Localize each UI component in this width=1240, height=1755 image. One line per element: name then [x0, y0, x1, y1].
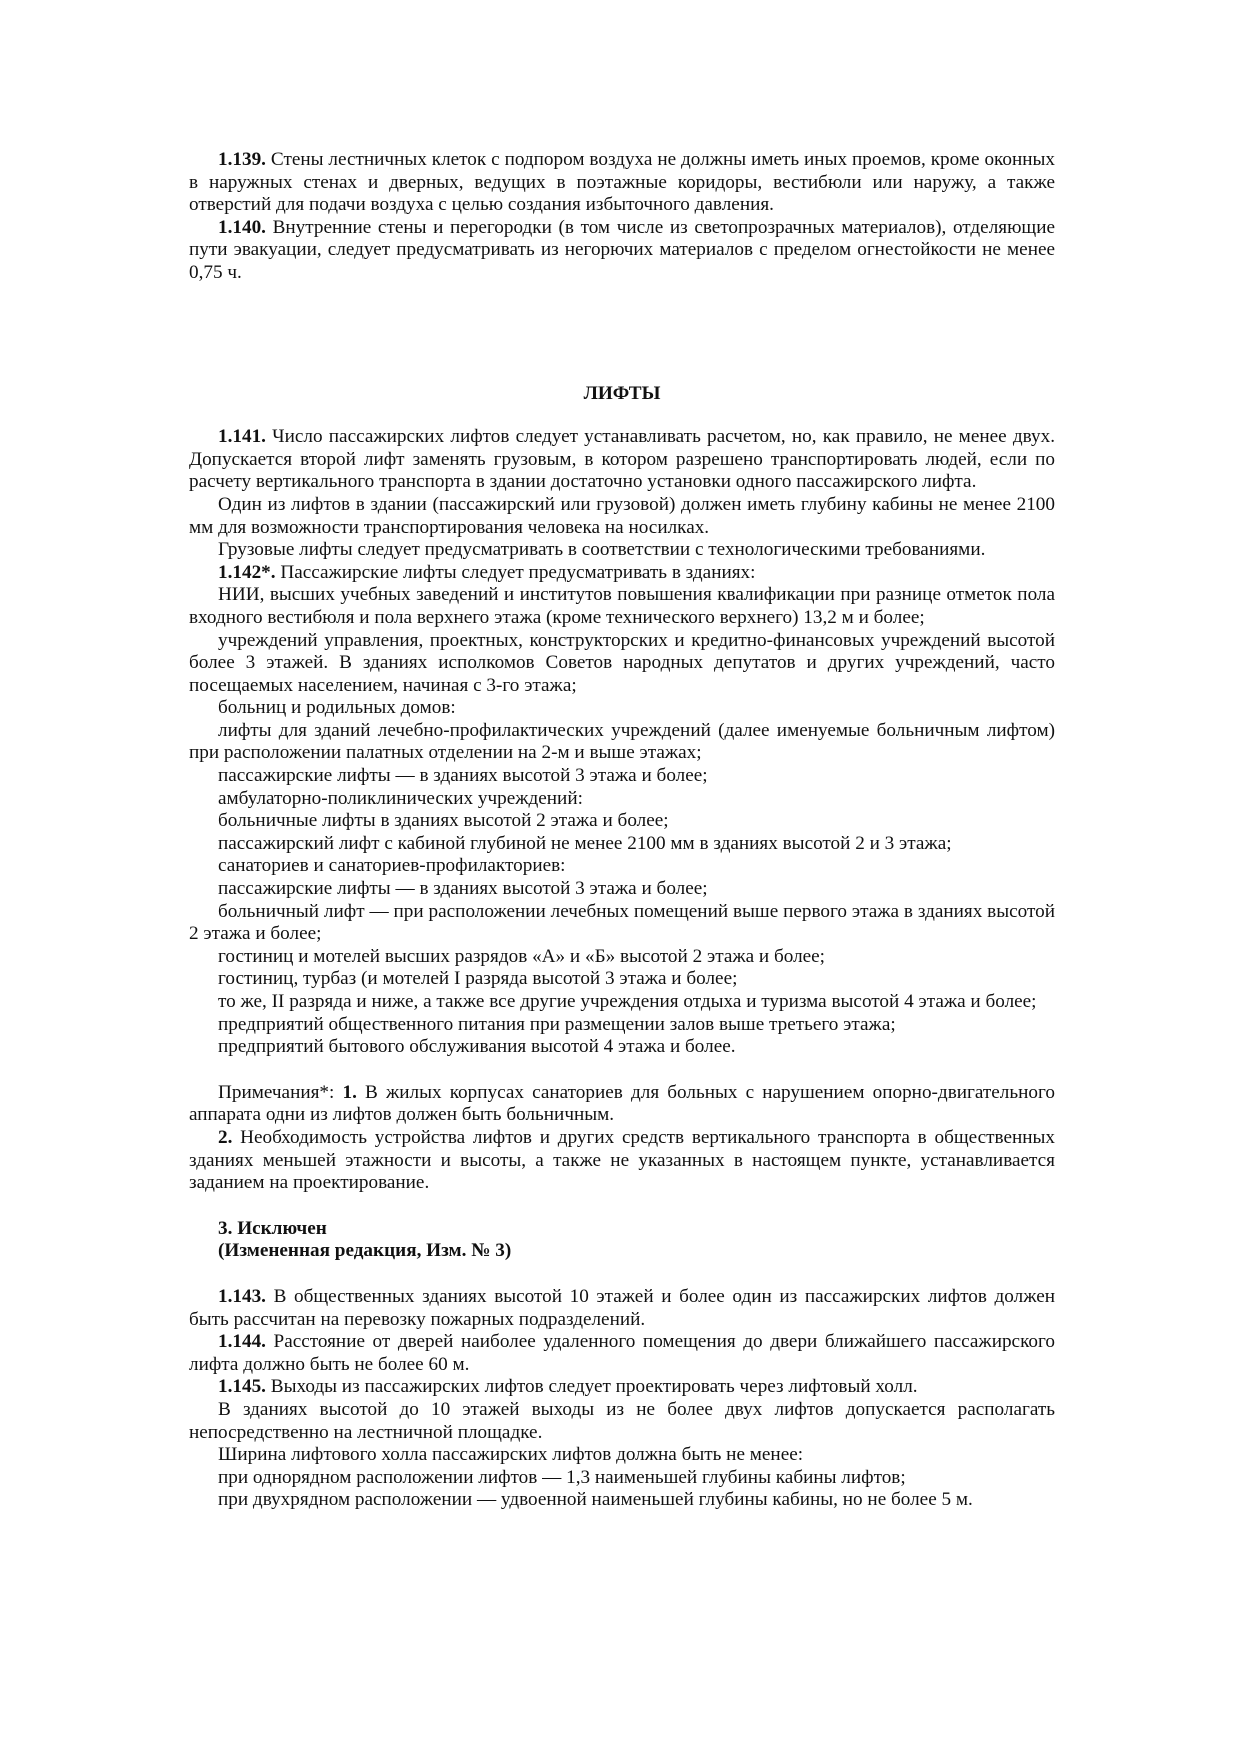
- list-item: предприятий общественного питания при размещении залов выше третьего этажа;: [218, 1013, 896, 1035]
- list-item: то же, II разряда и ниже, а также все другие учреждения отдыха и туризма высотой 4 этажа и более;: [218, 991, 1037, 1012]
- paragraph-1-142: [189, 562, 1055, 585]
- clause-text: Выходы из пассажирских лифтов следует проектировать через лифтовый холл.: [265, 1376, 918, 1398]
- clause-number: 1.142*.: [218, 561, 276, 583]
- list-item: больничные лифты в зданиях высотой 2 этажа и более;: [218, 810, 669, 832]
- note-number: 2.: [218, 1126, 233, 1148]
- paragraph-1-140: [189, 217, 1055, 285]
- list-item: лифты для зданий лечебно-профилактических учреждений (далее именуемые больничным лифтом) при расположении палатных отделении на 2-м и выше этажах;: [189, 719, 1055, 764]
- section-title: ЛИФТЫ: [583, 382, 661, 404]
- paragraph-1-145: [189, 1376, 1055, 1399]
- spacer: [189, 1195, 1055, 1218]
- clause-number: 1.145.: [218, 1376, 266, 1398]
- list-item: НИИ, высших учебных заведений и институтов повышения квалификации при разнице отметок пола входного вестибюля и пола верхнего этажа (кроме технического верхнего) 13,2 м и более;: [189, 584, 1055, 628]
- list-item: учреждений управления, проектных, конструкторских и кредитно-финансовых учреждений высотой более 3 этажей. В зданиях исполкомов Советов народных депутатов и других учреждений, часто посещаемых населением, начиная с 3-го этажа;: [189, 629, 1055, 696]
- note-number: 1.: [342, 1081, 357, 1103]
- clause-number: 1.143.: [218, 1285, 266, 1307]
- spacer: [189, 1059, 1055, 1082]
- clause-number: 1.141.: [218, 426, 266, 448]
- list-item: гостиниц и мотелей высших разрядов «А» и «Б» высотой 2 этажа и более;: [218, 945, 826, 967]
- spacer: [189, 1263, 1055, 1286]
- list-item: при однорядном расположении лифтов — 1,3 наименьшей глубины кабины лифтов;: [218, 1466, 906, 1488]
- clause-number: 1.144.: [218, 1331, 266, 1353]
- notes-label: Примечания*:: [218, 1081, 343, 1103]
- clause-number: 1.139.: [218, 149, 266, 170]
- paragraph-1-143: [189, 1286, 1055, 1331]
- clause-text: Стены лестничных клеток с подпором воздуха не должны иметь иных проемов, кроме оконных в наружных стенах и дверных, ведущих в поэтажные коридоры, вестибюли или наружу, а также отверстий для подачи воздуха с целью создания избыточного давления.: [189, 149, 1055, 216]
- paragraph-1-141: [189, 426, 1055, 494]
- revision-note: (Измененная редакция, Изм. № 3): [218, 1240, 512, 1262]
- note-3: 3. Исключен: [218, 1217, 327, 1239]
- clause-text: Расстояние от дверей наиболее удаленного помещения до двери ближайшего пассажирского лифта должно быть не более 60 м.: [189, 1331, 1055, 1375]
- list-item: пассажирские лифты — в зданиях высотой 3 этажа и более;: [218, 878, 708, 900]
- paragraph-1-141-part-2: Один из лифтов в здании (пассажирский или грузовой) должен иметь глубину кабины не менее 2100 мм для возможности транспортирования человека на носилках.: [189, 493, 1055, 538]
- list-item: санаториев и санаториев-профилакториев:: [218, 855, 566, 877]
- note-2: [189, 1127, 1055, 1195]
- list-item: Ширина лифтового холла пассажирских лифтов должна быть не менее:: [218, 1444, 804, 1466]
- clause-text: Внутренние стены и перегородки (в том числе из светопрозрачных материалов), отделяющие пути эвакуации, следует предусматривать из негорючих материалов с пределом огнестойкости не менее 0,75 ч.: [189, 216, 1055, 283]
- document-body: [189, 149, 1055, 1512]
- note-text: В жилых корпусах санаториев для больных с нарушением опорно-двигательного аппарата одни из лифтов должен быть больничным.: [189, 1081, 1055, 1126]
- clause-text: Пассажирские лифты следует предусматривать в зданиях:: [275, 561, 756, 583]
- list-item: пассажирские лифты — в зданиях высотой 3 этажа и более;: [218, 765, 708, 787]
- list-item: пассажирский лифт с кабиной глубиной не менее 2100 мм в зданиях высотой 2 и 3 этажа;: [218, 832, 952, 854]
- paragraph-1-141-part-3: Грузовые лифты следует предусматривать в соответствии с технологическими требованиями.: [218, 539, 986, 561]
- list-item: больниц и родильных домов:: [218, 697, 456, 719]
- note-1: [189, 1082, 1055, 1127]
- list-item: гостиниц, турбаз (и мотелей I разряда высотой 3 этажа и более;: [218, 968, 738, 990]
- note-text: Необходимость устройства лифтов и других средств вертикального транспорта в общественных зданиях меньшей этажности и высоты, а также не указанных в настоящем пункте, устанавливается заданием на проектирование.: [189, 1126, 1055, 1194]
- paragraph-1-144: [189, 1331, 1055, 1376]
- clause-number: 1.140.: [218, 216, 266, 238]
- list-item: больничный лифт — при расположении лечебных помещений выше первого этажа в зданиях высотой 2 этажа и более;: [189, 900, 1055, 945]
- list-item: предприятий бытового обслуживания высотой 4 этажа и более.: [218, 1036, 736, 1058]
- clause-text: В общественных зданиях высотой 10 этажей и более один из пассажирских лифтов должен быть рассчитан на перевозку пожарных подразделений.: [189, 1285, 1055, 1330]
- paragraph-1-139: [189, 149, 1055, 217]
- list-item: при двухрядном расположении — удвоенной наименьшей глубины кабины, но не более 5 м.: [218, 1489, 973, 1511]
- clause-text: Число пассажирских лифтов следует устанавливать расчетом, но, как правило, не менее двух. Допускается второй лифт заменять грузовым, в котором разрешено транспортировать людей, если по расчету вертикального транспорта в здании достаточно установки одного пассажирского лифта.: [189, 426, 1055, 493]
- list-item: В зданиях высотой до 10 этажей выходы из не более двух лифтов допускается располагать непосредственно на лестничной площадке.: [189, 1398, 1055, 1443]
- list-item: амбулаторно-поликлинических учреждений:: [218, 787, 583, 809]
